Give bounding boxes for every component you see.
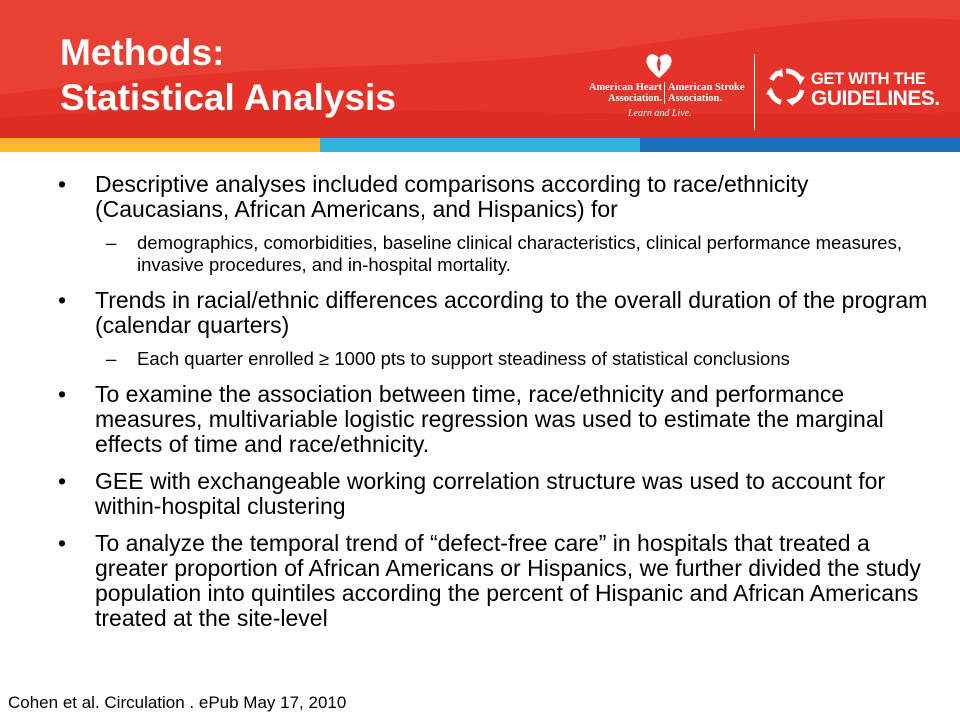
bullet-item-5	[58, 531, 928, 631]
aha-tagline: Learn and Live.	[628, 108, 692, 119]
slide-body	[58, 172, 928, 643]
asa-name-line-2: Association.	[668, 93, 722, 104]
title-line-1: Methods:	[60, 32, 225, 73]
bullet-text-2: Trends in racial/ethnic differences according to the overall duration of the program (calendar quarters)	[95, 287, 928, 338]
gwtg-line-1: GET WITH THE	[811, 70, 926, 88]
heart-torch-icon	[644, 50, 674, 80]
bullet-text-3: To examine the association between time, race/ethnicity and performance measures, multivariable logistic regression was used to estimate the marginal effects of time and race/ethnicity.	[95, 381, 884, 457]
bullet-text-1: Descriptive analyses included comparisons according to race/ethnicity (Caucasians, African Americans, and Hispanics) for	[95, 171, 809, 222]
slide-title	[60, 30, 396, 120]
bullet-marker: •	[58, 171, 67, 197]
bullet-marker: •	[58, 287, 67, 313]
bullet-item-3	[58, 382, 928, 457]
asa-name	[668, 82, 754, 104]
logo-divider	[754, 54, 755, 130]
stripe-blue	[640, 138, 960, 152]
aha-name	[576, 82, 662, 104]
sub-bullet-item-1	[58, 232, 928, 276]
aha-name-line-1: American Heart	[588, 82, 662, 93]
sub-bullet-text-2: Each quarter enrolled ≥ 1000 pts to support steadiness of statistical conclusions	[137, 348, 790, 369]
gwtg-logo	[765, 64, 955, 114]
sub-bullet-marker: –	[106, 348, 117, 369]
bullet-item-4	[58, 469, 928, 519]
bullet-text-4: GEE with exchangeable working correlation structure was used to account for within-hospital clustering	[95, 468, 886, 519]
bullet-item-2	[58, 288, 928, 338]
bullet-marker: •	[58, 468, 67, 494]
gwtg-line-2: GUIDELINES.	[811, 87, 940, 110]
title-line-2: Statistical Analysis	[60, 77, 396, 118]
aha-name-line-2: Association.	[608, 93, 662, 104]
aha-logo-divider	[664, 82, 665, 104]
sub-bullet-text-1: demographics, comorbidities, baseline clinical characteristics, clinical performance measures, invasive procedures, and in-hospital mortality.	[137, 232, 902, 275]
asa-name-line-1: American Stroke	[668, 82, 745, 93]
slide-header	[0, 0, 960, 138]
bullet-item-1	[58, 172, 928, 222]
bullet-text-5: To analyze the temporal trend of “defect-free care” in hospitals that treated a greater proportion of African Americans or Hispanics, we further divided the study population into quintiles according the percent of Hispanic and African Americans treated at the site-level	[95, 530, 921, 631]
circular-arrows-icon	[765, 66, 807, 108]
bullet-marker: •	[58, 381, 67, 407]
stripe-yellow	[0, 138, 320, 152]
stripe-cyan	[320, 138, 640, 152]
bullet-marker: •	[58, 530, 67, 556]
citation-footer: Cohen et al. Circulation . ePub May 17, 2010	[8, 693, 347, 712]
sub-bullet-item-2	[58, 348, 928, 370]
aha-asa-logo	[576, 50, 752, 124]
sub-bullet-marker: –	[106, 232, 117, 253]
